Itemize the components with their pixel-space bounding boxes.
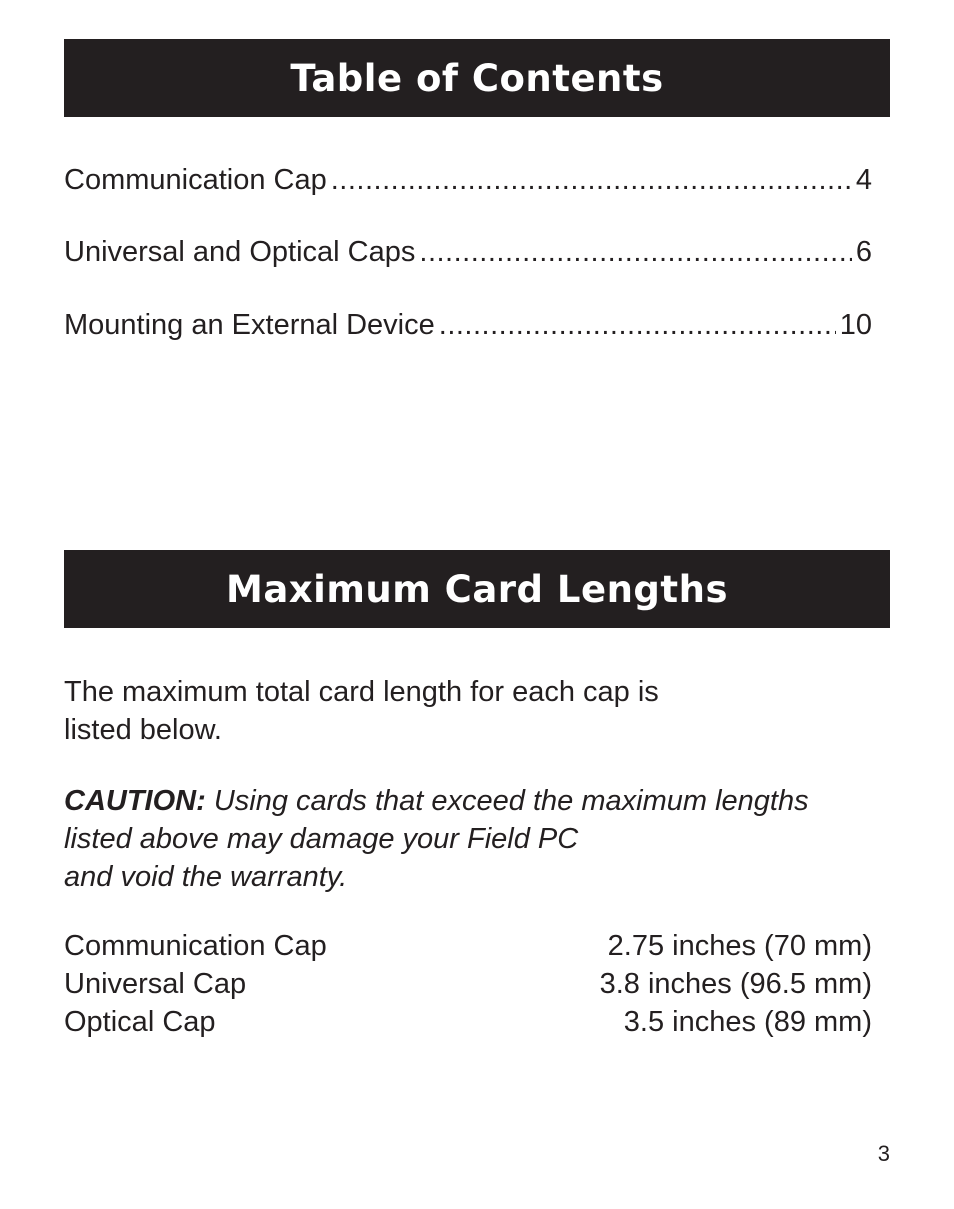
table-row <box>64 927 872 965</box>
toc-heading-text: Table of Contents <box>290 56 664 100</box>
caution-label: CAUTION: <box>64 785 206 817</box>
max-card-lengths-heading-text: Maximum Card Lengths <box>226 567 728 611</box>
caution-line-2: listed above may damage your Field PC <box>64 823 579 855</box>
toc-entry-mounting-external-device[interactable] <box>64 305 872 345</box>
toc-entry-page: 6 <box>855 236 872 268</box>
cap-max-length: 2.75 inches (70 mm) <box>607 930 872 962</box>
toc-entry-label: Universal and Optical Caps <box>64 236 416 268</box>
table-row <box>64 1003 872 1041</box>
cap-name: Optical Cap <box>64 1006 216 1038</box>
toc-heading <box>64 39 890 117</box>
toc-entry-page: 10 <box>839 309 872 341</box>
caution-line-1: Using cards that exceed the maximum lengths <box>205 785 809 817</box>
toc-entry-universal-optical-caps[interactable] <box>64 232 872 272</box>
toc-dot-leader <box>419 232 851 272</box>
cap-max-length: 3.5 inches (89 mm) <box>623 1006 872 1038</box>
page-number: 3 <box>877 1141 890 1166</box>
table-row <box>64 965 872 1003</box>
max-card-lengths-heading <box>64 550 890 628</box>
intro-line-1: The maximum total card length for each cap is <box>64 676 659 708</box>
toc-entry-page: 4 <box>855 164 872 196</box>
caution-line-3: and void the warranty. <box>64 861 348 893</box>
intro-paragraph <box>64 673 890 749</box>
toc-entry-communication-cap[interactable] <box>64 160 872 200</box>
cap-max-length: 3.8 inches (96.5 mm) <box>599 968 872 1000</box>
toc-entry-label: Communication Cap <box>64 164 327 196</box>
toc-dot-leader <box>331 160 852 200</box>
toc-dot-leader <box>439 305 836 345</box>
caution-paragraph <box>64 782 890 896</box>
cap-name: Communication Cap <box>64 930 327 962</box>
intro-line-2: listed below. <box>64 714 222 746</box>
cap-name: Universal Cap <box>64 968 247 1000</box>
card-length-table <box>64 927 872 1041</box>
toc-entry-label: Mounting an External Device <box>64 309 435 341</box>
